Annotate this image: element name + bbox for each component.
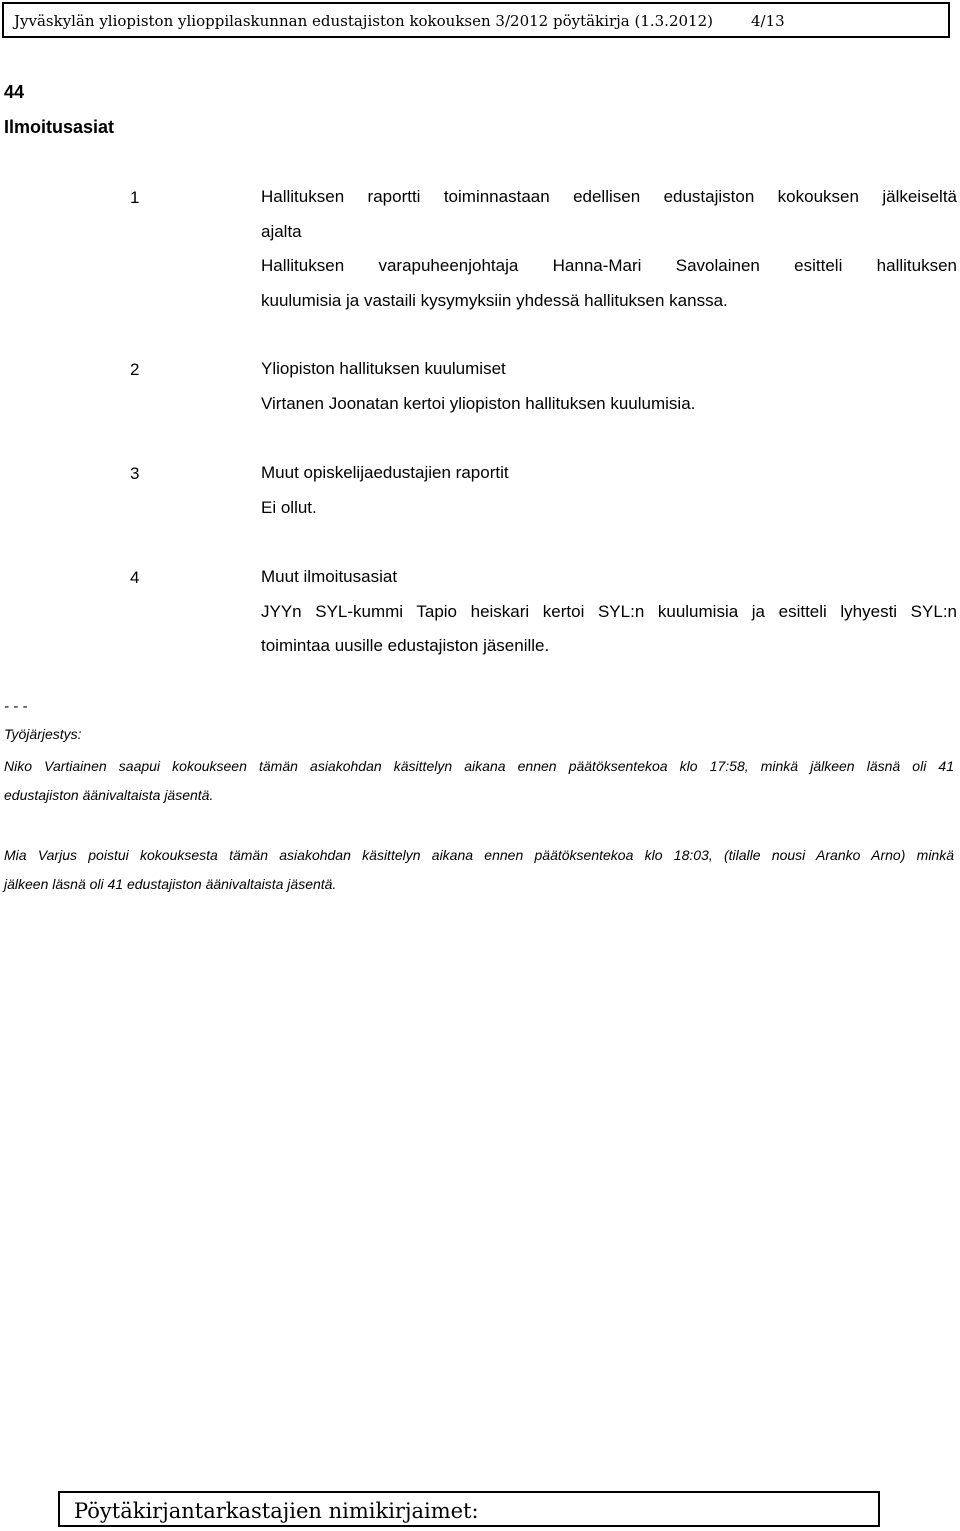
item-title-line: Muut opiskelijaedustajien raportit [261,463,509,482]
procedure-label: Työjärjestys: [4,726,82,742]
item-body [261,456,957,525]
item-text-line: Hallituksen varapuheenjohtaja Hanna-Mari Savolainen esitteli hallituksen [261,256,957,275]
header-text [14,12,785,30]
item-number: 1 [130,188,140,207]
item-number: 2 [130,360,140,379]
separator: - - - [4,698,28,715]
page-footer [58,1491,880,1527]
footer-text: Pöytäkirjantarkastajien nimikirjaimet: [74,1499,479,1523]
item-title-line: Muut ilmoitusasiat [261,567,398,586]
page-header [2,2,950,38]
document-title: Jyväskylän yliopiston ylioppilaskunnan edustajiston kokouksen 3/2012 pöytäkirja (1.3.2012) [14,12,713,30]
item-title-line: Hallituksen raportti toiminnastaan edellisen edustajiston kokouksen jälkeiseltä [261,187,957,206]
item-text-line: toimintaa uusille edustajiston jäsenille. [261,636,550,655]
item-number: 4 [130,568,140,587]
item-body [261,352,957,421]
note-line: Niko Vartiainen saapui kokoukseen tämän asiakohdan käsittelyn aikana ennen päätöksentekoa klo 17:58, minkä jälkeen läsnä oli 41 [4,758,954,774]
item-number: 3 [130,464,140,483]
item-text-line: Ei ollut. [261,497,317,517]
item-body [261,560,957,664]
item-text-line: kuulumisia ja vastaili kysymyksiin yhdessä hallituksen kanssa. [261,290,728,310]
procedure-note-1 [4,752,954,809]
item-text-line: JYYn SYL-kummi Tapio heiskari kertoi SYL:n kuulumisia ja esitteli lyhyesti SYL:n [261,601,957,621]
procedure-note-2 [4,841,954,898]
note-line: Mia Varjus poistui kokouksesta tämän asiakohdan käsittelyn aikana ennen päätöksentekoa klo 18:03, (tilalle nousi Aranko Arno) minkä [4,847,954,863]
note-line: edustajiston äänivaltaista jäsentä. [4,786,214,803]
item-text-line: Virtanen Joonatan kertoi yliopiston hallituksen kuulumisia. [261,393,696,413]
note-line: jälkeen läsnä oli 41 edustajiston äänivaltaista jäsentä. [4,875,337,892]
page-number: 4/13 [750,12,785,30]
section-title: Ilmoitusasiat [4,117,115,137]
item-title-line: Yliopiston hallituksen kuulumiset [261,359,506,378]
item-body [261,180,957,318]
section-number: 44 [4,82,25,102]
item-title-line: ajalta [261,221,302,241]
